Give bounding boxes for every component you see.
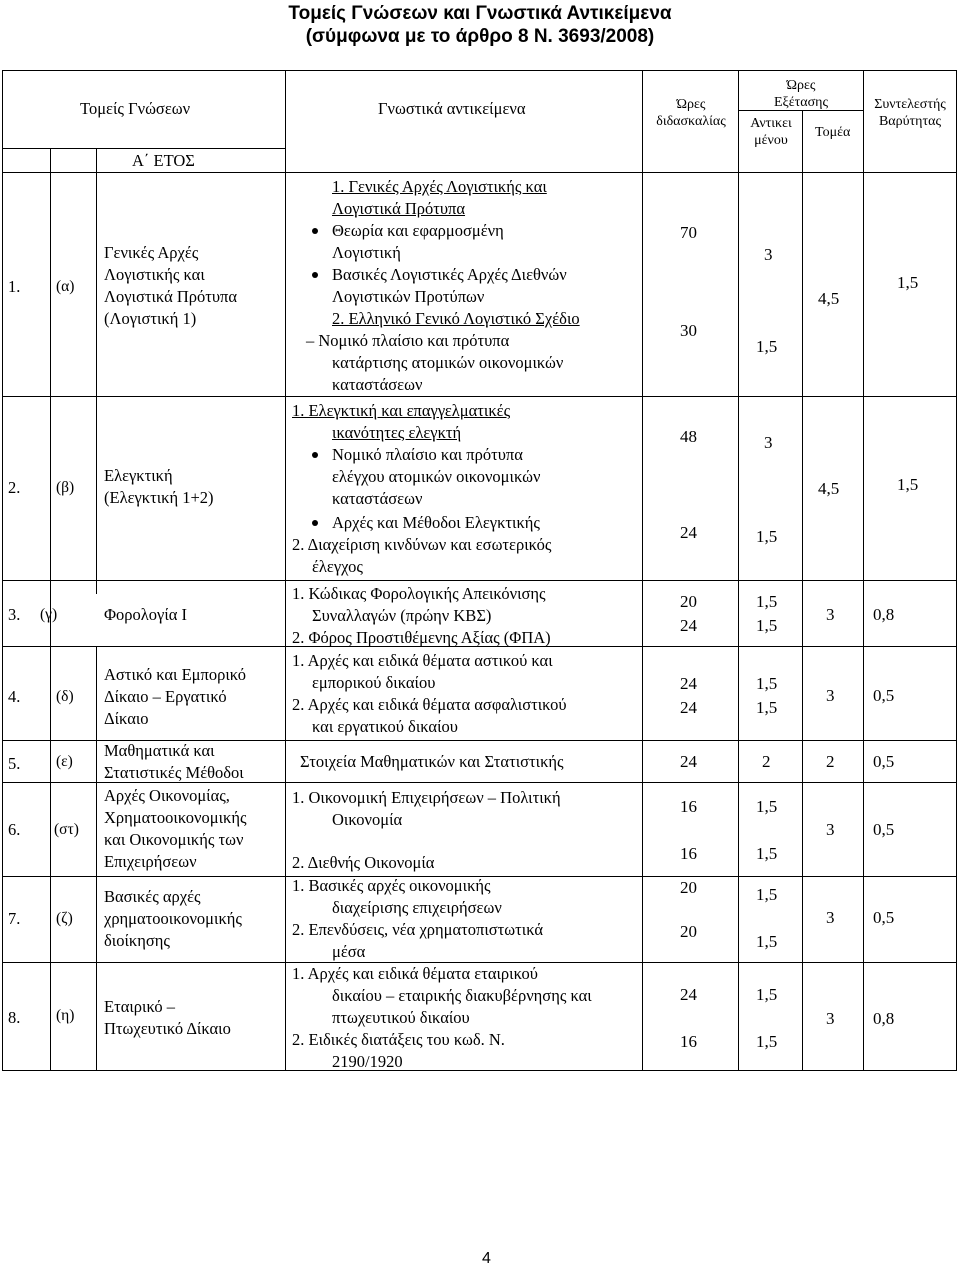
- exam-hours-sector: 3: [826, 605, 835, 624]
- sector-name: Λογιστικά Πρότυπα: [104, 287, 238, 306]
- row-number: 1.: [8, 277, 21, 296]
- bullet-icon: [312, 520, 318, 526]
- teaching-hours: 16: [680, 844, 697, 863]
- document-subtitle: (σύμφωνα με το άρθρο 8 Ν. 3693/2008): [305, 26, 655, 47]
- exam-hours-subject: 1,5: [756, 932, 778, 951]
- bullet-icon: [312, 272, 318, 278]
- bullet-icon: [312, 228, 318, 234]
- sector-name: Αρχές Οικονομίας,: [104, 786, 230, 805]
- row-number: 8.: [8, 1008, 21, 1027]
- document-title: Τομείς Γνώσεων και Γνωστικά Αντικείμενα: [288, 3, 672, 24]
- row-number: 3.: [8, 605, 21, 624]
- subject-line: Συναλλαγών (πρώην ΚΒΣ): [312, 606, 492, 625]
- subject-line: ικανότητες ελεγκτή: [332, 423, 462, 442]
- subject-line: 2. Επενδύσεις, νέα χρηματοπιστωτικά: [292, 920, 544, 939]
- subject-line: 1. Βασικές αρχές οικονομικής: [292, 876, 491, 895]
- weight-coefficient: 1,5: [897, 475, 919, 494]
- row-letter: (ε): [56, 753, 73, 770]
- exam-hours-subject: 1,5: [756, 674, 778, 693]
- row-letter: (δ): [56, 688, 74, 705]
- subject-line: ελέγχου ατομικών οικονομικών: [332, 467, 541, 486]
- sector-name: Μαθηματικά και: [104, 741, 215, 760]
- subject-line: καταστάσεων: [332, 375, 423, 394]
- sector-name: Φορολογία Ι: [104, 605, 188, 624]
- subject-line: 1. Γενικές Αρχές Λογιστικής και: [332, 177, 547, 196]
- teaching-hours: 24: [680, 523, 697, 542]
- exam-hours-sector: 3: [826, 908, 835, 927]
- header-weight: Συντελεστής Βαρύτητας: [874, 97, 946, 129]
- teaching-hours: 24: [680, 616, 697, 635]
- sector-name: (Ελεγκτική 1+2): [104, 488, 214, 507]
- exam-hours-sector: 4,5: [818, 289, 840, 308]
- subject-line: Οικονομία: [332, 810, 403, 829]
- weight-coefficient: 0,5: [873, 908, 895, 927]
- exam-hours-subject: 1,5: [756, 337, 778, 356]
- sector-name: (Λογιστική 1): [104, 309, 197, 328]
- subject-line: 1. Ελεγκτική και επαγγελματικές: [292, 401, 511, 420]
- sector-name: Βασικές αρχές: [104, 887, 201, 906]
- header-teaching-hours: Ώρες διδασκαλίας: [656, 97, 726, 129]
- subject-line: δικαίου – εταιρικής διακυβέρνησης και: [332, 986, 592, 1005]
- header-sectors: Τομείς Γνώσεων: [80, 99, 191, 118]
- sector-name: Πτωχευτικό Δίκαιο: [104, 1019, 231, 1038]
- subject-line: 2. Διαχείριση κινδύνων και εσωτερικός: [292, 535, 552, 554]
- exam-hours-subject: 1,5: [756, 527, 778, 546]
- row-number: 7.: [8, 909, 21, 928]
- sector-name: Αστικό και Εμπορικό: [104, 665, 246, 684]
- row-letter: (γ): [40, 606, 58, 623]
- teaching-hours: 24: [680, 674, 697, 693]
- teaching-hours: 20: [680, 922, 697, 941]
- subject-line: Νομικό πλαίσιο και πρότυπα: [332, 445, 523, 464]
- subject-line: έλεγχος: [312, 557, 363, 576]
- exam-hours-subject: 1,5: [756, 985, 778, 1004]
- subject-line: Λογιστικών Προτύπων: [332, 287, 485, 306]
- exam-hours-sector: 3: [826, 1009, 835, 1028]
- subject-line: κατάρτισης ατομικών οικονομικών: [332, 353, 564, 372]
- exam-hours-subject: 1,5: [756, 616, 778, 635]
- subject-line: 1. Αρχές και ειδικά θέματα αστικού και: [292, 651, 553, 670]
- sector-name: Γενικές Αρχές: [104, 243, 199, 262]
- page-number: 4: [482, 1250, 491, 1267]
- weight-coefficient: 0,5: [873, 686, 895, 705]
- subject-line: μέσα: [332, 942, 366, 961]
- sector-name: Δίκαιο – Εργατικό: [104, 687, 227, 706]
- row-number: 5.: [8, 754, 21, 773]
- subject-line: πτωχευτικού δικαίου: [332, 1008, 470, 1027]
- subject-line: 2. Ελληνικό Γενικό Λογιστικό Σχέδιο: [332, 309, 580, 328]
- teaching-hours: 16: [680, 1032, 697, 1051]
- exam-hours-subject: 1,5: [756, 592, 778, 611]
- subject-line: 1. Αρχές και ειδικά θέματα εταιρικού: [292, 964, 538, 983]
- header-subjects: Γνωστικά αντικείμενα: [378, 99, 526, 118]
- subject-line: εμπορικού δικαίου: [312, 673, 436, 692]
- subject-line: Λογιστική: [332, 243, 401, 262]
- exam-hours-subject: 3: [764, 245, 773, 264]
- exam-hours-subject: 2: [762, 752, 771, 771]
- subject-line: Στοιχεία Μαθηματικών και Στατιστικής: [300, 752, 564, 771]
- sector-name: Λογιστικής και: [104, 265, 205, 284]
- header-exam-hours: Ώρες Εξέτασης: [773, 78, 829, 110]
- subject-line: διαχείρισης επιχειρήσεων: [332, 898, 502, 917]
- weight-coefficient: 0,5: [873, 820, 895, 839]
- exam-hours-sector: 2: [826, 752, 835, 771]
- teaching-hours: 24: [680, 698, 697, 717]
- exam-hours-sector: 4,5: [818, 479, 840, 498]
- subject-line: 2. Αρχές και ειδικά θέματα ασφαλιστικού: [292, 695, 567, 714]
- row-number: 4.: [8, 687, 21, 706]
- weight-coefficient: 1,5: [897, 273, 919, 292]
- bullet-icon: [312, 452, 318, 458]
- exam-hours-subject: 1,5: [756, 797, 778, 816]
- sector-name: Ελεγκτική: [104, 466, 173, 485]
- subject-line: Θεωρία και εφαρμοσμένη: [332, 221, 504, 240]
- subject-line: 2190/1920: [332, 1052, 403, 1071]
- teaching-hours: 30: [680, 321, 697, 340]
- teaching-hours: 70: [680, 223, 697, 242]
- exam-hours-subject: 3: [764, 433, 773, 452]
- sector-name: Χρηματοοικονομικής: [104, 808, 247, 827]
- exam-hours-subject: 1,5: [756, 1032, 778, 1051]
- teaching-hours: 48: [680, 427, 697, 446]
- subject-line: καταστάσεων: [332, 489, 423, 508]
- sector-name: Εταιρικό –: [104, 997, 176, 1016]
- row-letter: (α): [56, 278, 75, 295]
- row-letter: (στ): [54, 821, 79, 838]
- subject-line: Αρχές και Μέθοδοι Ελεγκτικής: [332, 513, 540, 532]
- weight-coefficient: 0,5: [873, 752, 895, 771]
- year-label: Α΄ ΕΤΟΣ: [132, 151, 195, 170]
- sector-name: και Οικονομικής των: [104, 830, 244, 849]
- row-letter: (β): [56, 479, 75, 496]
- row-number: 2.: [8, 478, 21, 497]
- subject-line: Λογιστικά Πρότυπα: [332, 199, 466, 218]
- header-exam-subject: Αντικει μένου: [750, 116, 792, 148]
- teaching-hours: 16: [680, 797, 697, 816]
- exam-hours-sector: 3: [826, 820, 835, 839]
- sector-name: Δίκαιο: [104, 709, 149, 728]
- sector-name: διοίκησης: [104, 931, 170, 950]
- sector-name: Στατιστικές Μέθοδοι: [104, 763, 244, 782]
- row-letter: (η): [56, 1007, 75, 1024]
- exam-hours-subject: 1,5: [756, 698, 778, 717]
- exam-hours-subject: 1,5: [756, 885, 778, 904]
- subject-line: 1. Οικονομική Επιχειρήσεων – Πολιτική: [292, 788, 561, 807]
- row-letter: (ζ): [56, 910, 73, 927]
- sector-name: Επιχειρήσεων: [104, 852, 197, 871]
- subject-line: 2. Διεθνής Οικονομία: [292, 853, 435, 872]
- subject-line: Βασικές Λογιστικές Αρχές Διεθνών: [332, 265, 567, 284]
- teaching-hours: 20: [680, 592, 697, 611]
- teaching-hours: 24: [680, 752, 697, 771]
- exam-hours-subject: 1,5: [756, 844, 778, 863]
- subject-line: 2. Ειδικές διατάξεις του κωδ. Ν.: [292, 1030, 505, 1049]
- sector-name: χρηματοοικονομικής: [104, 909, 242, 928]
- weight-coefficient: 0,8: [873, 1009, 895, 1028]
- subject-line: – Νομικό πλαίσιο και πρότυπα: [306, 331, 510, 350]
- subject-line: και εργατικού δικαίου: [312, 717, 458, 736]
- subject-line: 1. Κώδικας Φορολογικής Απεικόνισης: [292, 584, 546, 603]
- header-exam-sector: Τομέα: [815, 125, 851, 140]
- subject-line: 2. Φόρος Προστιθέμενης Αξίας (ΦΠΑ): [292, 628, 551, 647]
- row-number: 6.: [8, 820, 21, 839]
- weight-coefficient: 0,8: [873, 605, 895, 624]
- teaching-hours: 20: [680, 878, 697, 897]
- exam-hours-sector: 3: [826, 686, 835, 705]
- teaching-hours: 24: [680, 985, 697, 1004]
